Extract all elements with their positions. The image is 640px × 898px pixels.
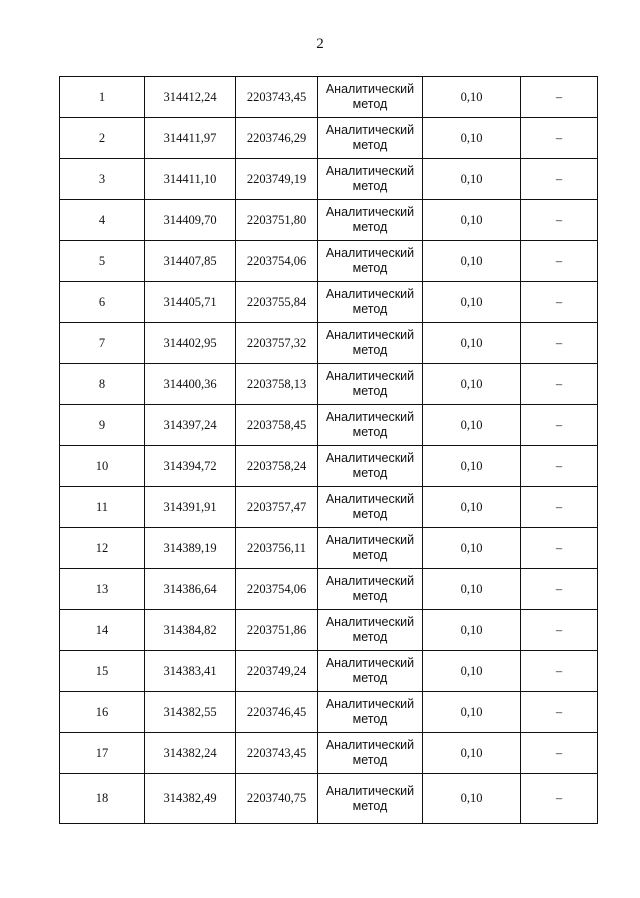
x-coordinate-cell: 314411,10 (145, 159, 236, 200)
table-row (60, 323, 598, 364)
method-cell (318, 200, 423, 241)
note-cell: – (521, 692, 598, 733)
point-number-cell: 15 (60, 651, 145, 692)
method-text-line: Аналитический (325, 738, 415, 752)
y-coordinate-cell: 2203751,86 (236, 610, 318, 651)
method-text-line: метод (352, 261, 388, 275)
table-row (60, 446, 598, 487)
point-number-cell: 5 (60, 241, 145, 282)
point-number-cell: 3 (60, 159, 145, 200)
method-cell (318, 405, 423, 446)
table-row (60, 528, 598, 569)
accuracy-cell: 0,10 (423, 159, 521, 200)
x-coordinate-cell: 314389,19 (145, 528, 236, 569)
note-cell: – (521, 651, 598, 692)
point-number-cell: 11 (60, 487, 145, 528)
x-coordinate-cell: 314412,24 (145, 77, 236, 118)
y-coordinate-cell: 2203757,47 (236, 487, 318, 528)
method-text-line: Аналитический (325, 164, 415, 178)
point-number-cell: 2 (60, 118, 145, 159)
x-coordinate-cell: 314411,97 (145, 118, 236, 159)
note-cell: – (521, 364, 598, 405)
method-text-line: метод (352, 138, 388, 152)
note-cell: – (521, 528, 598, 569)
page-number: 2 (316, 36, 324, 52)
point-number-cell: 18 (60, 774, 145, 824)
table-row (60, 651, 598, 692)
method-text-line: Аналитический (325, 783, 415, 798)
table-row (60, 364, 598, 405)
note-cell: – (521, 77, 598, 118)
method-cell (318, 692, 423, 733)
method-cell (318, 118, 423, 159)
x-coordinate-cell: 314409,70 (145, 200, 236, 241)
method-cell (318, 610, 423, 651)
point-number-cell: 16 (60, 692, 145, 733)
method-text-line: метод (352, 466, 388, 480)
table-row (60, 282, 598, 323)
method-text-line: Аналитический (325, 246, 415, 260)
accuracy-cell: 0,10 (423, 200, 521, 241)
coordinates-table-body (60, 77, 598, 824)
method-cell (318, 446, 423, 487)
accuracy-cell: 0,10 (423, 487, 521, 528)
method-cell (318, 282, 423, 323)
x-coordinate-cell: 314382,55 (145, 692, 236, 733)
y-coordinate-cell: 2203758,24 (236, 446, 318, 487)
y-coordinate-cell: 2203743,45 (236, 733, 318, 774)
method-cell (318, 528, 423, 569)
y-coordinate-cell: 2203746,45 (236, 692, 318, 733)
method-text-line: метод (352, 179, 388, 193)
x-coordinate-cell: 314407,85 (145, 241, 236, 282)
y-coordinate-cell: 2203758,45 (236, 405, 318, 446)
point-number-cell: 7 (60, 323, 145, 364)
note-cell: – (521, 446, 598, 487)
method-text-line: метод (352, 425, 388, 439)
method-cell (318, 487, 423, 528)
accuracy-cell: 0,10 (423, 323, 521, 364)
y-coordinate-cell: 2203754,06 (236, 569, 318, 610)
y-coordinate-cell: 2203740,75 (236, 774, 318, 824)
table-row (60, 569, 598, 610)
x-coordinate-cell: 314394,72 (145, 446, 236, 487)
point-number-cell: 12 (60, 528, 145, 569)
method-text-line: метод (352, 798, 388, 813)
note-cell: – (521, 159, 598, 200)
x-coordinate-cell: 314402,95 (145, 323, 236, 364)
method-text-line: метод (352, 753, 388, 767)
table-row (60, 200, 598, 241)
coordinates-table (59, 76, 598, 824)
note-cell: – (521, 487, 598, 528)
accuracy-cell: 0,10 (423, 528, 521, 569)
method-text-line: метод (352, 671, 388, 685)
accuracy-cell: 0,10 (423, 405, 521, 446)
table-row (60, 733, 598, 774)
note-cell: – (521, 733, 598, 774)
point-number-cell: 8 (60, 364, 145, 405)
method-text-line: Аналитический (325, 369, 415, 383)
method-text-line: Аналитический (325, 697, 415, 711)
x-coordinate-cell: 314384,82 (145, 610, 236, 651)
method-text-line: метод (352, 589, 388, 603)
accuracy-cell: 0,10 (423, 692, 521, 733)
accuracy-cell: 0,10 (423, 774, 521, 824)
accuracy-cell: 0,10 (423, 569, 521, 610)
accuracy-cell: 0,10 (423, 446, 521, 487)
method-text-line: метод (352, 220, 388, 234)
y-coordinate-cell: 2203751,80 (236, 200, 318, 241)
accuracy-cell: 0,10 (423, 733, 521, 774)
method-text-line: метод (352, 548, 388, 562)
method-text-line: Аналитический (325, 123, 415, 137)
point-number-cell: 14 (60, 610, 145, 651)
method-cell (318, 323, 423, 364)
x-coordinate-cell: 314400,36 (145, 364, 236, 405)
x-coordinate-cell: 314382,24 (145, 733, 236, 774)
table-row (60, 774, 598, 824)
method-cell (318, 159, 423, 200)
method-text-line: метод (352, 630, 388, 644)
method-cell (318, 364, 423, 405)
note-cell: – (521, 610, 598, 651)
note-cell: – (521, 569, 598, 610)
table-row (60, 77, 598, 118)
method-text-line: метод (352, 507, 388, 521)
note-cell: – (521, 241, 598, 282)
note-cell: – (521, 405, 598, 446)
method-text-line: Аналитический (325, 615, 415, 629)
method-text-line: Аналитический (325, 287, 415, 301)
method-cell (318, 733, 423, 774)
accuracy-cell: 0,10 (423, 77, 521, 118)
method-cell (318, 241, 423, 282)
y-coordinate-cell: 2203743,45 (236, 77, 318, 118)
point-number-cell: 4 (60, 200, 145, 241)
table-row (60, 241, 598, 282)
note-cell: – (521, 282, 598, 323)
table-row (60, 487, 598, 528)
x-coordinate-cell: 314383,41 (145, 651, 236, 692)
method-text-line: Аналитический (325, 205, 415, 219)
method-text-line: Аналитический (325, 492, 415, 506)
table-row (60, 118, 598, 159)
accuracy-cell: 0,10 (423, 241, 521, 282)
accuracy-cell: 0,10 (423, 118, 521, 159)
method-text-line: Аналитический (325, 656, 415, 670)
table-row (60, 610, 598, 651)
accuracy-cell: 0,10 (423, 282, 521, 323)
method-cell (318, 569, 423, 610)
y-coordinate-cell: 2203756,11 (236, 528, 318, 569)
y-coordinate-cell: 2203746,29 (236, 118, 318, 159)
method-text-line: Аналитический (325, 533, 415, 547)
method-text-line: Аналитический (325, 410, 415, 424)
table-row (60, 692, 598, 733)
y-coordinate-cell: 2203757,32 (236, 323, 318, 364)
method-cell (318, 77, 423, 118)
method-cell (318, 774, 423, 824)
note-cell: – (521, 774, 598, 824)
y-coordinate-cell: 2203755,84 (236, 282, 318, 323)
method-text-line: метод (352, 712, 388, 726)
table-row (60, 159, 598, 200)
point-number-cell: 17 (60, 733, 145, 774)
point-number-cell: 6 (60, 282, 145, 323)
x-coordinate-cell: 314386,64 (145, 569, 236, 610)
method-text-line: метод (352, 343, 388, 357)
accuracy-cell: 0,10 (423, 364, 521, 405)
note-cell: – (521, 323, 598, 364)
method-text-line: Аналитический (325, 574, 415, 588)
point-number-cell: 13 (60, 569, 145, 610)
method-text-line: Аналитический (325, 82, 415, 96)
method-text-line: Аналитический (325, 451, 415, 465)
y-coordinate-cell: 2203749,24 (236, 651, 318, 692)
y-coordinate-cell: 2203758,13 (236, 364, 318, 405)
y-coordinate-cell: 2203754,06 (236, 241, 318, 282)
method-text-line: метод (352, 384, 388, 398)
note-cell: – (521, 118, 598, 159)
point-number-cell: 10 (60, 446, 145, 487)
method-text-line: метод (352, 97, 388, 111)
method-text-line: метод (352, 302, 388, 316)
method-cell (318, 651, 423, 692)
method-text-line: Аналитический (325, 328, 415, 342)
x-coordinate-cell: 314397,24 (145, 405, 236, 446)
accuracy-cell: 0,10 (423, 651, 521, 692)
x-coordinate-cell: 314391,91 (145, 487, 236, 528)
x-coordinate-cell: 314382,49 (145, 774, 236, 824)
accuracy-cell: 0,10 (423, 610, 521, 651)
note-cell: – (521, 200, 598, 241)
table-row (60, 405, 598, 446)
y-coordinate-cell: 2203749,19 (236, 159, 318, 200)
x-coordinate-cell: 314405,71 (145, 282, 236, 323)
point-number-cell: 9 (60, 405, 145, 446)
point-number-cell: 1 (60, 77, 145, 118)
